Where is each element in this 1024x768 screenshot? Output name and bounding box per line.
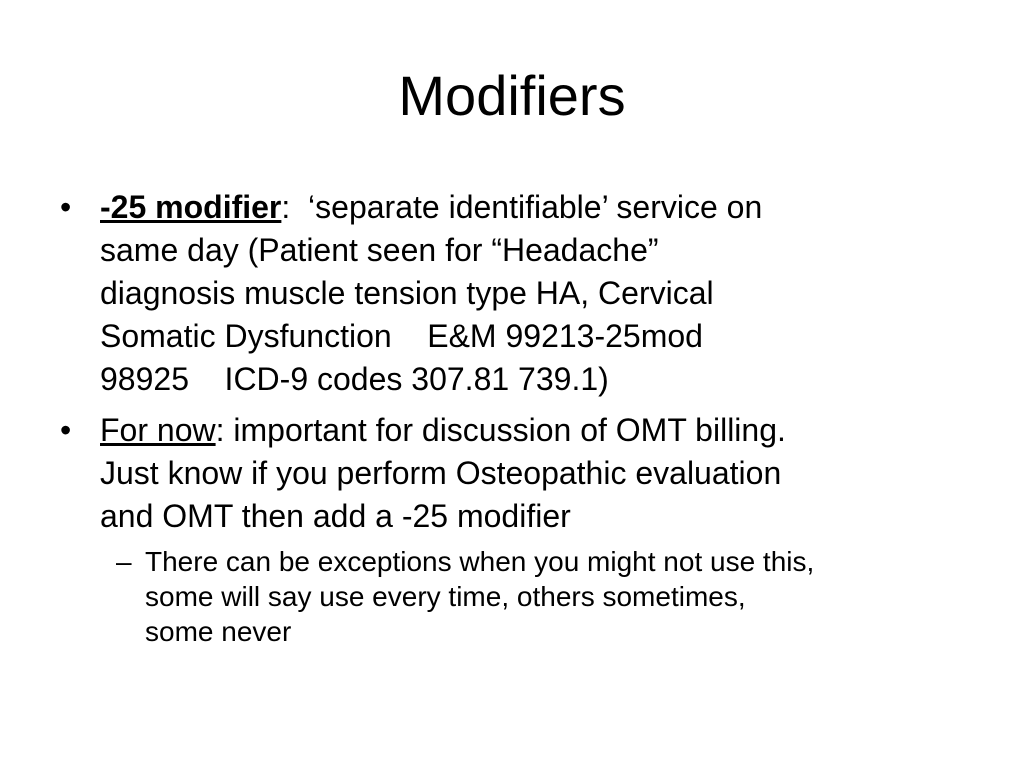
bullet-item-modifier-25: [60, 186, 980, 401]
bullet-label-suffix: :: [215, 412, 225, 448]
bullet-line: 98925 ICD-9 codes 307.81 739.1): [100, 361, 609, 397]
sub-bullet-marker: –: [116, 546, 132, 577]
sub-bullet-line: some will say use every time, others sometimes,: [145, 581, 746, 612]
bullet-line: [100, 409, 980, 452]
bullet-line: diagnosis muscle tension type HA, Cervical: [100, 275, 714, 311]
bullet-text: important for discussion of OMT billing.: [224, 412, 786, 448]
bullet-line: [100, 186, 980, 229]
bullet-marker: •: [60, 189, 72, 225]
bullet-line: Somatic Dysfunction E&M 99213-25mod: [100, 318, 703, 354]
bullet-text: ‘separate identifiable’ service on: [290, 189, 763, 225]
slide-body: [60, 186, 980, 649]
bullet-marker: •: [60, 412, 72, 448]
slide-title: Modifiers: [398, 64, 626, 127]
bullet-label: -25 modifier: [100, 189, 282, 225]
bullet-line: and OMT then add a -25 modifier: [100, 498, 571, 534]
bullet-line: Just know if you perform Osteopathic evaluation: [100, 455, 782, 491]
bullet-line: same day (Patient seen for “Headache”: [100, 232, 659, 268]
bullet-label-suffix: :: [281, 189, 291, 225]
sub-bullet-item-exceptions: [60, 544, 980, 649]
bullet-item-for-now: [60, 409, 980, 538]
bullet-label: For now: [100, 412, 216, 448]
sub-bullet-line: some never: [145, 616, 292, 647]
sub-bullet-line: There can be exceptions when you might not use this,: [145, 546, 815, 577]
